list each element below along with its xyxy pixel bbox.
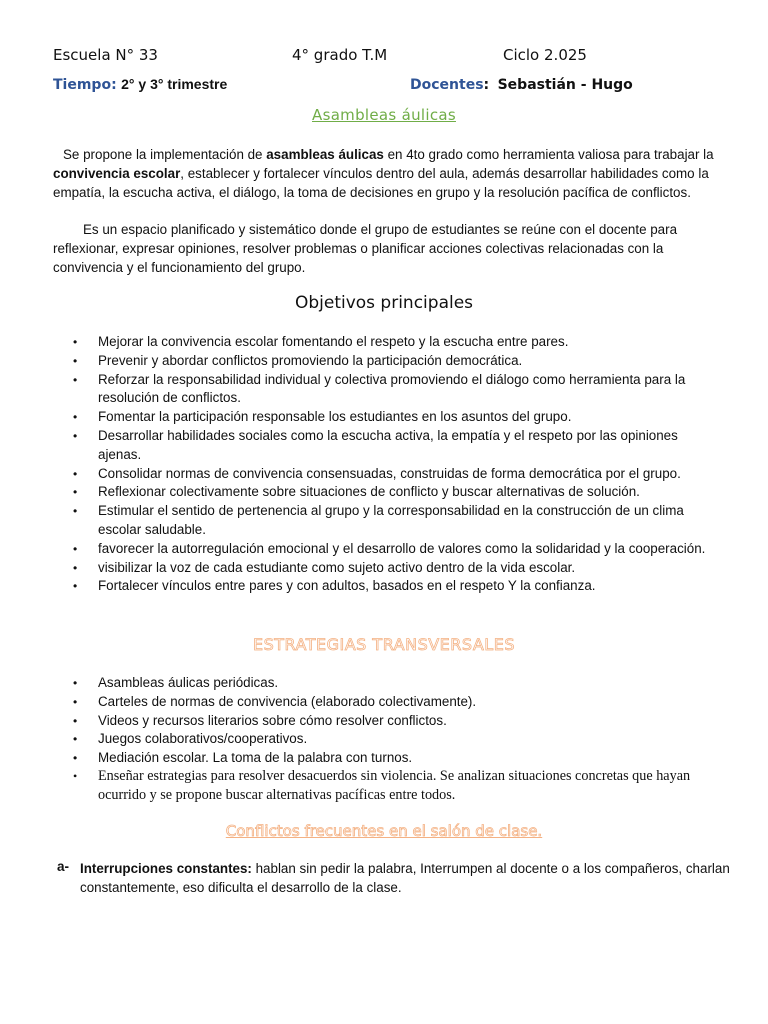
list-item — [0, 502, 768, 540]
conflicts-heading: Conflictos frecuentes en el salón de clase. — [225, 822, 543, 840]
list-item-text: Prevenir y abordar conflictos promoviendo la participación democrática. — [98, 352, 523, 368]
bullet-icon: • — [73, 335, 78, 349]
bullet-icon: • — [73, 353, 78, 368]
intro-paragraph-2: Es un espacio planificado y sistemático donde el grupo de estudiantes se reúne con el docente para reflexionar, expresar opiniones, resolver problemas o planificar acciones colectivas relacionadas con la convivencia y el funcionamiento del grupo. — [53, 222, 678, 275]
time-value: 2° y 3° trimestre — [121, 76, 228, 92]
document-title: Asambleas áulicas — [312, 106, 456, 124]
grade-label: 4° grado T.M — [292, 46, 388, 64]
bullet-icon: • — [73, 428, 78, 443]
time-label: Tiempo: — [53, 77, 117, 93]
list-item — [0, 577, 768, 596]
list-item-text: Enseñar estrategias para resolver desacuerdos sin violencia. Se analizan situaciones concretas que hayan ocurrido y se propone buscar alternativas pacíficas entre todos. — [98, 768, 691, 803]
cycle-label: Ciclo 2.025 — [503, 46, 587, 64]
list-item — [0, 408, 768, 427]
list-item — [0, 767, 768, 805]
list-item-text: Reforzar la responsabilidad individual y colectiva promoviendo el diálogo como herramienta para la resolución de conflictos. — [98, 371, 686, 406]
bullet-icon: • — [73, 466, 78, 481]
bullet-icon: • — [73, 485, 78, 500]
bullet-icon: • — [73, 410, 78, 425]
teachers-label: Docentes — [410, 77, 484, 93]
list-item — [0, 674, 768, 693]
list-item-text: visibilizar la voz de cada estudiante como sujeto activo dentro de la vida escolar. — [98, 559, 576, 575]
time-row — [53, 76, 227, 94]
strategies-list-extra — [0, 767, 768, 805]
list-item-text: favorecer la autorregulación emocional y el desarrollo de valores como la solidaridad y la cooperación. — [98, 540, 706, 556]
conflict-item-text: hablan sin pedir la palabra, Interrumpen al docente o a los compañeros, charlan constantemente, eso dificulta el desarrollo de la clase. — [80, 861, 730, 895]
list-item — [0, 540, 768, 559]
conflict-item-a — [80, 859, 730, 897]
list-item — [0, 730, 768, 749]
conflict-item-marker: a- — [57, 859, 70, 874]
list-item — [0, 371, 768, 409]
list-item-text: Fomentar la participación responsable los estudiantes en los asuntos del grupo. — [98, 409, 572, 425]
bullet-icon: • — [73, 541, 78, 556]
conflict-item-title: Interrupciones constantes: — [80, 861, 252, 876]
intro-emphasis: asambleas áulicas — [266, 147, 384, 162]
intro-text: , establecer y fortalecer vínculos dentro del aula, además desarrollar habilidades como la empatía, la escucha activa, el diálogo, la toma de decisiones en grupo y la resolución pacífica de conflictos. — [53, 166, 709, 200]
objectives-list — [0, 333, 768, 596]
teachers-row — [410, 76, 633, 94]
list-item-text: Videos y recursos literarios sobre cómo resolver conflictos. — [98, 712, 447, 728]
school-name: Escuela N° 33 — [53, 46, 158, 64]
list-item-text: Desarrollar habilidades sociales como la escucha activa, la empatía y el respeto por las opiniones ajenas. — [98, 427, 678, 462]
objectives-heading: Objetivos principales — [294, 293, 474, 313]
strategies-list — [0, 674, 768, 768]
list-item-text: Mediación escolar. La toma de la palabra con turnos. — [98, 750, 413, 766]
list-item-text: Estimular el sentido de pertenencia al grupo y la corresponsabilidad en la construcción de un clima escolar saludable. — [98, 503, 684, 537]
list-item — [0, 559, 768, 578]
bullet-icon: • — [73, 504, 78, 519]
intro-text: Se propone la implementación de — [63, 147, 267, 162]
bullet-icon: • — [73, 769, 78, 783]
teachers-colon: : — [483, 77, 490, 93]
list-item — [0, 465, 768, 484]
list-item-text: Fortalecer vínculos entre pares y con adultos, basados en el respeto Y la confianza. — [98, 578, 596, 594]
bullet-icon: • — [73, 732, 78, 747]
bullet-icon: • — [73, 372, 78, 387]
teachers-value: Sebastián - Hugo — [497, 77, 633, 93]
list-item-text: Juegos colaborativos/cooperativos. — [98, 731, 308, 747]
bullet-icon: • — [73, 579, 78, 594]
bullet-icon: • — [73, 676, 78, 690]
list-item-text: Consolidar normas de convivencia consensuadas, construidas de forma democrática por el grupo. — [98, 465, 681, 481]
bullet-icon: • — [73, 694, 78, 709]
list-item — [0, 749, 768, 768]
list-item-text: Asambleas áulicas periódicas. — [98, 675, 279, 690]
list-item-text: Reflexionar colectivamente sobre situaciones de conflicto y buscar alternativas de solución. — [98, 484, 640, 500]
list-item — [0, 352, 768, 371]
list-item — [0, 427, 768, 465]
intro-emphasis: convivencia escolar — [53, 166, 181, 181]
list-item-text: Carteles de normas de convivencia (elaborado colectivamente). — [98, 693, 477, 709]
list-item — [0, 712, 768, 731]
strategies-heading: ESTRATEGIAS TRANSVERSALES — [253, 635, 515, 654]
bullet-icon: • — [73, 713, 78, 728]
intro-paragraph-1 — [53, 145, 721, 202]
intro-text: en 4to grado como herramienta valiosa para trabajar la — [383, 147, 714, 162]
list-item — [0, 483, 768, 502]
list-item-text: Mejorar la convivencia escolar fomentando el respeto y la escucha entre pares. — [98, 334, 569, 349]
bullet-icon: • — [73, 751, 78, 766]
list-item — [0, 693, 768, 712]
list-item — [0, 333, 768, 352]
bullet-icon: • — [73, 560, 78, 575]
